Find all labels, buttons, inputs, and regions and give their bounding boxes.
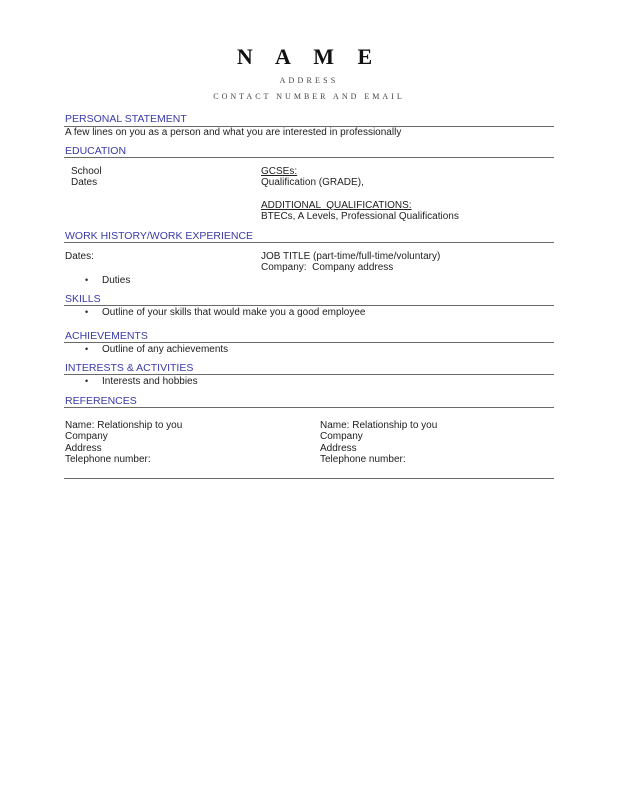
section-title-education: EDUCATION <box>65 145 127 157</box>
bullet-icon: • <box>85 344 89 354</box>
reference-1-company: Company <box>65 431 108 442</box>
job-title: JOB TITLE (part-time/full-time/voluntary) <box>261 251 441 262</box>
section-divider <box>64 242 554 243</box>
section-title-achievements: ACHIEVEMENTS <box>65 330 148 342</box>
section-title-work: WORK HISTORY/WORK EXPERIENCE <box>65 230 254 242</box>
reference-2-name: Name: Relationship to you <box>320 420 438 431</box>
section-divider <box>64 342 554 343</box>
section-divider <box>64 305 554 306</box>
section-divider <box>64 407 554 408</box>
education-school: School <box>71 166 102 177</box>
section-title-personal-statement: PERSONAL STATEMENT <box>65 113 187 125</box>
gcse-text: Qualification (GRADE), <box>261 177 364 188</box>
name-heading: N A M E <box>236 44 382 69</box>
reference-2-address: Address <box>320 443 357 454</box>
section-title-skills: SKILLS <box>65 293 101 305</box>
section-title-interests: INTERESTS & ACTIVITIES <box>65 362 194 374</box>
gcse-heading: GCSEs: <box>261 166 298 177</box>
education-dates: Dates <box>71 177 98 188</box>
reference-1-address: Address <box>65 443 102 454</box>
duties-text: Duties <box>102 275 131 286</box>
reference-2-telephone: Telephone number: <box>320 454 406 465</box>
skills-text: Outline of your skills that would make you a good employee <box>102 307 366 318</box>
personal-statement-text: A few lines on you as a person and what you are interested in professionally <box>65 127 402 138</box>
bullet-icon: • <box>85 376 89 386</box>
section-divider <box>64 157 554 158</box>
section-title-references: REFERENCES <box>65 395 137 407</box>
section-divider <box>64 374 554 375</box>
bullet-icon: • <box>85 307 89 317</box>
footer-divider <box>64 478 554 479</box>
achievements-text: Outline of any achievements <box>102 344 229 355</box>
contact-line: CONTACT NUMBER AND EMAIL <box>213 92 405 101</box>
interests-text: Interests and hobbies <box>102 376 198 387</box>
additional-qualifications-heading: ADDITIONAL QUALIFICATIONS: <box>261 200 412 211</box>
bullet-icon: • <box>85 275 89 285</box>
additional-qualifications-text: BTECs, A Levels, Professional Qualifications <box>261 211 459 222</box>
company-address: Company: Company address <box>261 262 394 273</box>
work-dates: Dates: <box>65 251 94 262</box>
reference-1-telephone: Telephone number: <box>65 454 151 465</box>
reference-1-name: Name: Relationship to you <box>65 420 183 431</box>
reference-2-company: Company <box>320 431 363 442</box>
address-line: ADDRESS <box>279 76 339 85</box>
